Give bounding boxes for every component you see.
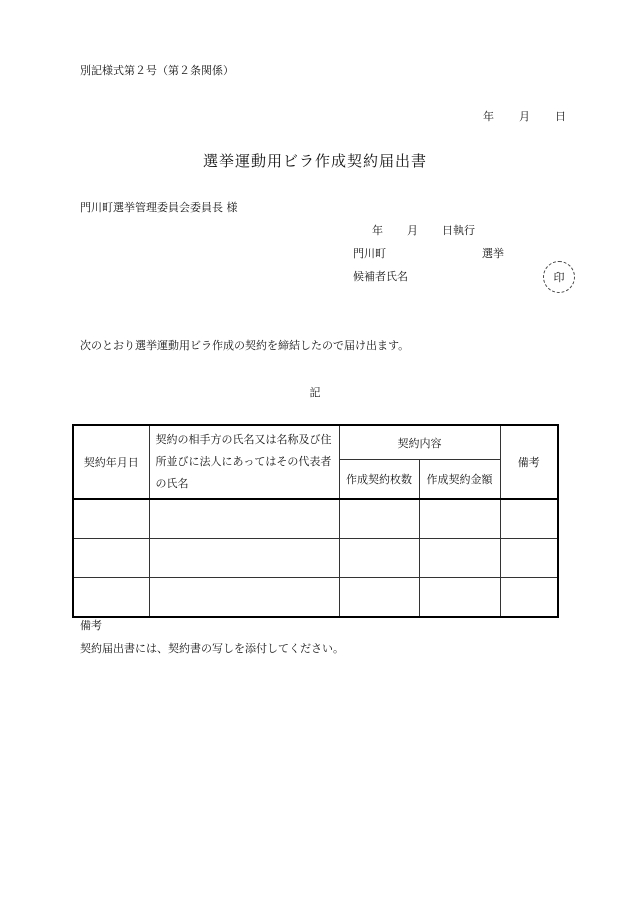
header-amount: 作成契約金額: [419, 460, 500, 499]
date-month: 月: [519, 110, 530, 123]
cell-date[interactable]: [73, 578, 149, 618]
seal-stamp: [543, 261, 575, 293]
cell-remarks[interactable]: [500, 539, 558, 578]
cell-count[interactable]: [339, 539, 419, 578]
exec-day: 日執行: [442, 224, 475, 237]
remarks-text: 契約届出書には、契約書の写しを添付してください。: [80, 642, 344, 655]
cell-counterparty[interactable]: [149, 539, 339, 578]
cell-amount[interactable]: [419, 539, 500, 578]
date-year: 年: [483, 110, 494, 123]
town-label: 門川町: [353, 247, 386, 260]
header-counterparty: 契約の相手方の氏名又は名称及び住所並びに法人にあってはその代表者の氏名: [149, 425, 339, 499]
cell-amount[interactable]: [419, 578, 500, 618]
cell-date[interactable]: [73, 539, 149, 578]
remarks-label: 備考: [80, 619, 102, 632]
header-sheet-count: 作成契約枚数: [339, 460, 419, 499]
contract-table: [72, 424, 559, 618]
page-title: 選挙運動用ビラ作成契約届出書: [202, 152, 427, 170]
exec-year: 年: [372, 224, 383, 237]
cell-remarks[interactable]: [500, 578, 558, 618]
cell-date[interactable]: [73, 499, 149, 539]
table-row: [73, 578, 558, 618]
seal-text: 印: [553, 271, 565, 284]
ki-heading: 記: [309, 386, 321, 399]
election-label: 選挙: [482, 247, 504, 260]
cell-remarks[interactable]: [500, 499, 558, 539]
cell-counterparty[interactable]: [149, 578, 339, 618]
table-header-row: [73, 425, 558, 460]
cell-amount[interactable]: [419, 499, 500, 539]
header-contract-contents: 契約内容: [339, 425, 500, 460]
candidate-name-label: 候補者氏名: [353, 270, 408, 283]
body-text: 次のとおり選挙運動用ビラ作成の契約を締結したので届け出ます。: [80, 339, 410, 352]
form-reference: 別記様式第２号（第２条関係）: [80, 64, 234, 77]
date-day: 日: [555, 110, 566, 123]
cell-counterparty[interactable]: [149, 499, 339, 539]
header-remarks: 備考: [500, 425, 558, 499]
cell-count[interactable]: [339, 499, 419, 539]
table-row: [73, 499, 558, 539]
addressee: 門川町選挙管理委員会委員長 様: [80, 201, 238, 214]
table-row: [73, 539, 558, 578]
exec-month: 月: [407, 224, 418, 237]
header-contract-date: 契約年月日: [73, 425, 149, 499]
cell-count[interactable]: [339, 578, 419, 618]
